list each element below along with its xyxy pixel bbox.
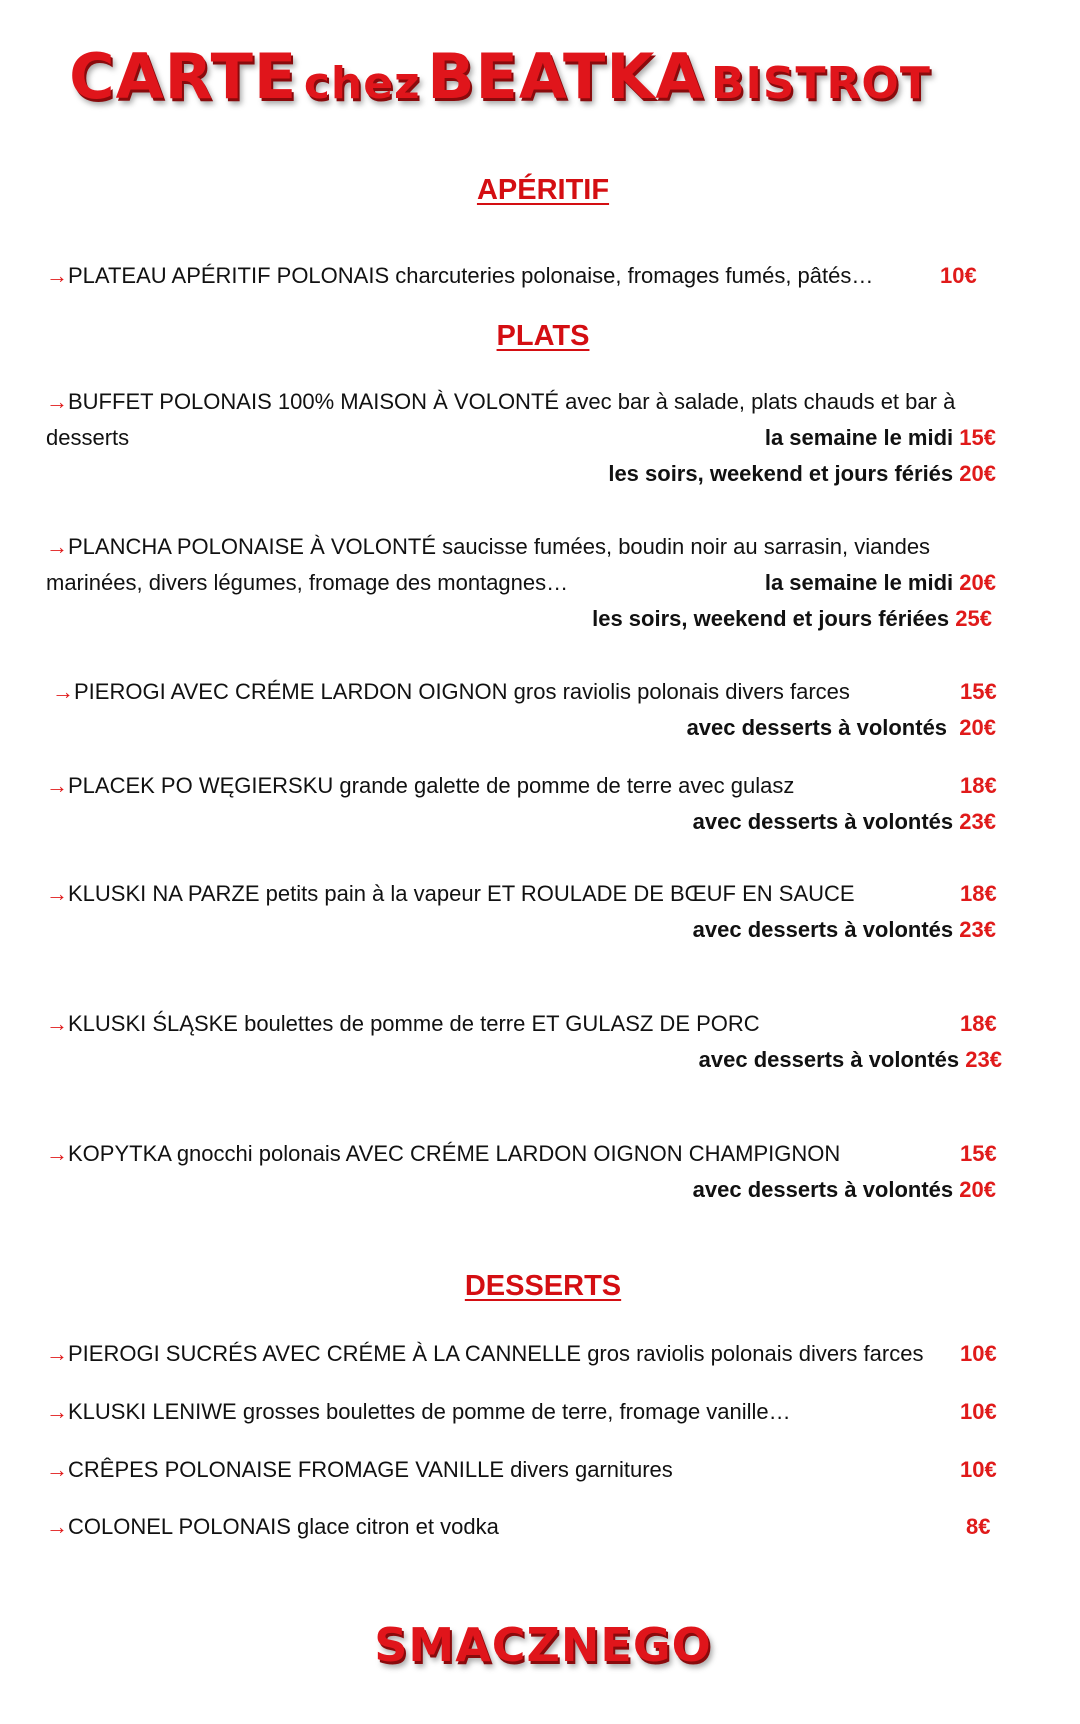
menu-item-dessert: →CRÊPES POLONAISE FROMAGE VANILLE divers garnitures	[46, 1457, 673, 1482]
section-title-plats: PLATS	[496, 320, 590, 352]
arrow-icon: →	[46, 1011, 68, 1036]
arrow-icon: →	[46, 534, 68, 559]
menu-item-dessert: →KLUSKI LENIWE grosses boulettes de pomme de terre, fromage vanille…	[46, 1399, 791, 1424]
arrow-icon: →	[46, 881, 68, 906]
menu-item-buffet: →BUFFET POLONAIS 100% MAISON À VOLONTÉ avec bar à salade, plats chauds et bar à	[46, 389, 956, 414]
menu-item-pierogi: →PIEROGI AVEC CRÉME LARDON OIGNON gros raviolis polonais divers farces	[52, 679, 850, 704]
title-word-bistrot: BISTROT	[710, 58, 931, 109]
item-price: 18€	[960, 773, 997, 798]
footer-greeting: SMACZNEGO	[374, 1618, 712, 1672]
item-text-continued: marinées, divers légumes, fromage des montagnes…	[46, 570, 569, 595]
price-option: avec desserts à volontés 23€	[692, 809, 996, 834]
item-price: 15€	[960, 1141, 997, 1166]
arrow-icon: →	[46, 1457, 68, 1482]
price-option: les soirs, weekend et jours fériées 25€	[592, 606, 992, 631]
menu-item-placek: →PLACEK PO WĘGIERSKU grande galette de pomme de terre avec gulasz	[46, 773, 795, 798]
price-option: la semaine le midi 20€	[764, 570, 996, 595]
arrow-icon: →	[46, 1141, 68, 1166]
menu-item-kluski-slaske: →KLUSKI ŚLĄSKE boulettes de pomme de terre ET GULASZ DE PORC	[46, 1011, 760, 1036]
item-price: 10€	[960, 1399, 997, 1424]
restaurant-title	[0, 40, 1000, 113]
title-word-chez: chez	[303, 58, 421, 109]
menu-item-dessert: →COLONEL POLONAIS glace citron et vodka	[46, 1514, 499, 1539]
item-price: 15€	[960, 679, 997, 704]
item-price: 8€	[966, 1514, 991, 1539]
item-text-continued: desserts	[46, 425, 130, 450]
arrow-icon: →	[46, 1399, 68, 1424]
arrow-icon: →	[46, 773, 68, 798]
item-price: 10€	[960, 1341, 997, 1366]
item-price: 18€	[960, 881, 997, 906]
title-word-beatka: BEATKA	[427, 40, 705, 113]
price-option: avec desserts à volontés 20€	[692, 1177, 996, 1202]
menu-item-kopytka: →KOPYTKA gnocchi polonais AVEC CRÉME LARDON OIGNON CHAMPIGNON	[46, 1141, 841, 1166]
item-price: 10€	[960, 1457, 997, 1482]
menu-item-plateau	[46, 261, 873, 291]
price-option: avec desserts à volontés 23€	[698, 1047, 1002, 1072]
arrow-icon: →	[46, 1514, 68, 1539]
price-option: avec desserts à volontés 20€	[686, 715, 996, 740]
arrow-icon: →	[46, 263, 68, 288]
price-option: la semaine le midi 15€	[764, 425, 996, 450]
item-price: 18€	[960, 1011, 997, 1036]
arrow-icon: →	[52, 679, 74, 704]
arrow-icon: →	[46, 389, 68, 414]
title-word-carte: CARTE	[69, 40, 298, 113]
menu-item-plancha: →PLANCHA POLONAISE À VOLONTÉ saucisse fumées, boudin noir au sarrasin, viandes	[46, 534, 931, 559]
price-option: avec desserts à volontés 23€	[692, 917, 996, 942]
section-title-desserts: DESSERTS	[464, 1270, 622, 1302]
arrow-icon: →	[46, 1341, 68, 1366]
item-text: PLATEAU APÉRITIF POLONAIS charcuteries polonaise, fromages fumés, pâtés…	[68, 263, 874, 288]
menu-item-kluski-na-parze: →KLUSKI NA PARZE petits pain à la vapeur ET ROULADE DE BŒUF EN SAUCE	[46, 881, 855, 906]
menu-item-dessert: →PIEROGI SUCRÉS AVEC CRÉME À LA CANNELLE gros raviolis polonais divers farces	[46, 1341, 924, 1366]
item-price: 10€	[940, 263, 977, 288]
section-title-aperitif: APÉRITIF	[476, 174, 610, 206]
price-option: les soirs, weekend et jours fériés 20€	[608, 461, 996, 486]
